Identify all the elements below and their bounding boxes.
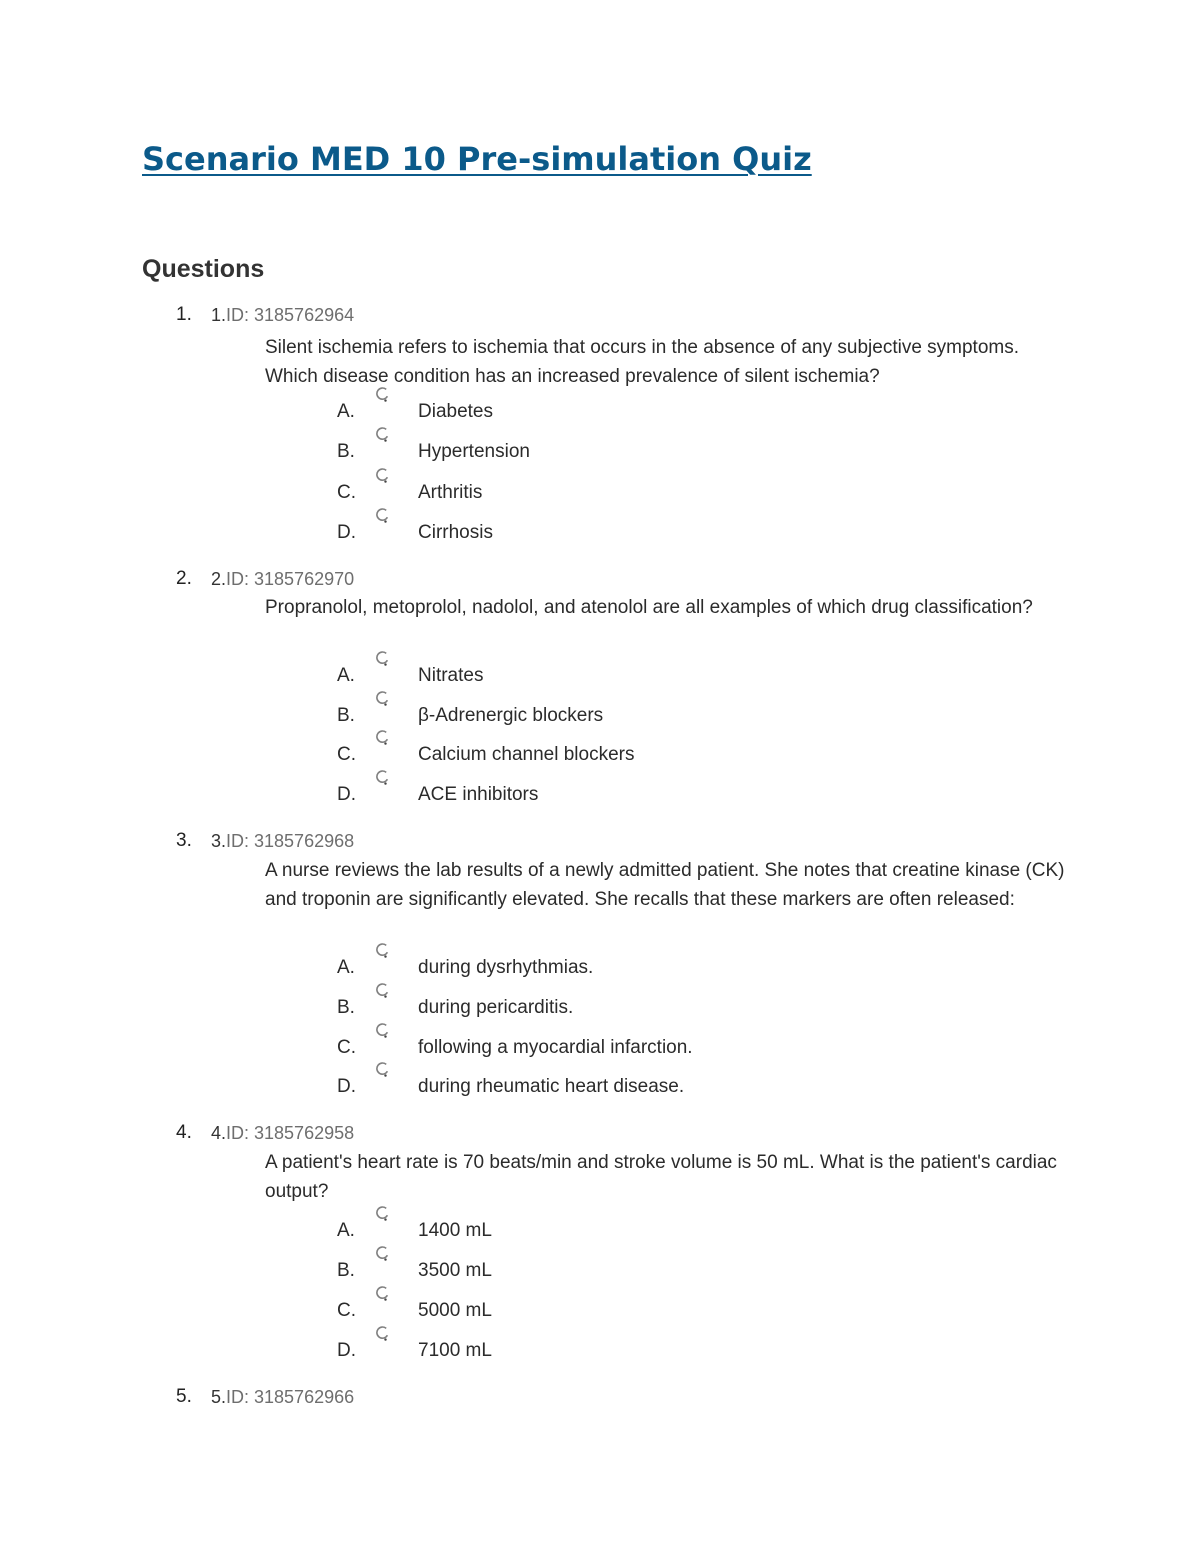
questions-heading: Questions	[142, 255, 265, 283]
radio-button-icon[interactable]	[374, 981, 392, 999]
answer-option[interactable]	[0, 1258, 1200, 1288]
option-letter: B.	[337, 441, 355, 462]
question-number: 5.	[176, 1386, 192, 1407]
radio-button-icon[interactable]	[374, 728, 392, 746]
question-index: 1.	[211, 305, 227, 325]
question-index: 2.	[211, 569, 227, 589]
answer-option[interactable]	[0, 399, 1200, 429]
question-id	[211, 303, 354, 327]
option-letter: A.	[337, 957, 355, 978]
option-letter: D.	[337, 522, 356, 543]
option-text: 3500 mL	[418, 1260, 492, 1281]
question-index: 4.	[211, 1123, 227, 1143]
radio-button-icon[interactable]	[374, 768, 392, 786]
option-letter: A.	[337, 401, 355, 422]
answer-option[interactable]	[0, 520, 1200, 550]
question-id	[211, 567, 354, 591]
option-letter: D.	[337, 1340, 356, 1361]
option-letter: A.	[337, 665, 355, 686]
option-text: during dysrhythmias.	[418, 957, 594, 978]
option-text: during pericarditis.	[418, 997, 574, 1018]
question-number: 1.	[176, 304, 192, 325]
question-id	[211, 1385, 354, 1409]
answer-option[interactable]	[0, 439, 1200, 469]
answer-option[interactable]	[0, 742, 1200, 772]
option-text: Nitrates	[418, 665, 484, 686]
page-title: Scenario MED 10 Pre-simulation Quiz	[142, 140, 812, 178]
radio-button-icon[interactable]	[374, 466, 392, 484]
radio-button-icon[interactable]	[374, 506, 392, 524]
question-id-label: ID: 3185762966	[226, 1387, 355, 1407]
answer-option[interactable]	[0, 955, 1200, 985]
radio-button-icon[interactable]	[374, 1060, 392, 1078]
radio-button-icon[interactable]	[374, 941, 392, 959]
question-text: Silent ischemia refers to ischemia that occurs in the absence of any subjective symptoms. Which disease condition has an increased prevalence of silent ischemia?	[265, 337, 1020, 387]
answer-option[interactable]	[0, 995, 1200, 1025]
radio-button-icon[interactable]	[374, 649, 392, 667]
question-text: Propranolol, metoprolol, nadolol, and atenolol are all examples of which drug classification?	[265, 597, 1033, 618]
radio-button-icon[interactable]	[374, 425, 392, 443]
radio-button-icon[interactable]	[374, 1244, 392, 1262]
option-letter: B.	[337, 997, 355, 1018]
answer-option[interactable]	[0, 1218, 1200, 1248]
option-text: following a myocardial infarction.	[418, 1037, 693, 1058]
answer-option[interactable]	[0, 663, 1200, 693]
answer-option[interactable]	[0, 1338, 1200, 1368]
option-letter: B.	[337, 705, 355, 726]
question-id	[211, 1121, 354, 1145]
question-id-label: ID: 3185762970	[226, 569, 355, 589]
option-letter: D.	[337, 784, 356, 805]
radio-button-icon[interactable]	[374, 689, 392, 707]
question-id-label: ID: 3185762968	[226, 831, 355, 851]
option-letter: D.	[337, 1076, 356, 1097]
answer-option[interactable]	[0, 1074, 1200, 1104]
option-text: Hypertension	[418, 441, 530, 462]
question-index: 3.	[211, 831, 227, 851]
answer-option[interactable]	[0, 1298, 1200, 1328]
option-text: 5000 mL	[418, 1300, 492, 1321]
radio-button-icon[interactable]	[374, 1204, 392, 1222]
answer-option[interactable]	[0, 782, 1200, 812]
option-letter: C.	[337, 1300, 356, 1321]
option-text: during rheumatic heart disease.	[418, 1076, 685, 1097]
question-text: A nurse reviews the lab results of a newly admitted patient. She notes that creatine kinase (CK) and troponin are significantly elevated. She recalls that these markers are often released:	[265, 860, 1065, 910]
question-number: 4.	[176, 1122, 192, 1143]
option-text: Arthritis	[418, 482, 483, 503]
option-letter: B.	[337, 1260, 355, 1281]
question-index: 5.	[211, 1387, 227, 1407]
question-number: 3.	[176, 830, 192, 851]
option-text: Diabetes	[418, 401, 493, 422]
option-letter: C.	[337, 1037, 356, 1058]
option-text: 1400 mL	[418, 1220, 492, 1241]
answer-option[interactable]	[0, 480, 1200, 510]
option-letter: C.	[337, 482, 356, 503]
option-letter: A.	[337, 1220, 355, 1241]
radio-button-icon[interactable]	[374, 1284, 392, 1302]
radio-button-icon[interactable]	[374, 1324, 392, 1342]
question-id	[211, 829, 354, 853]
radio-button-icon[interactable]	[374, 385, 392, 403]
question-id-label: ID: 3185762964	[226, 305, 355, 325]
question-number: 2.	[176, 568, 192, 589]
radio-button-icon[interactable]	[374, 1021, 392, 1039]
option-text: ACE inhibitors	[418, 784, 539, 805]
answer-option[interactable]	[0, 703, 1200, 733]
option-letter: C.	[337, 744, 356, 765]
answer-option[interactable]	[0, 1035, 1200, 1065]
question-id-label: ID: 3185762958	[226, 1123, 355, 1143]
option-text: 7100 mL	[418, 1340, 492, 1361]
option-text: Cirrhosis	[418, 522, 493, 543]
option-text: Calcium channel blockers	[418, 744, 635, 765]
question-text: A patient's heart rate is 70 beats/min and stroke volume is 50 mL. What is the patient's cardiac output?	[265, 1152, 1057, 1202]
option-text: β-Adrenergic blockers	[418, 705, 604, 726]
